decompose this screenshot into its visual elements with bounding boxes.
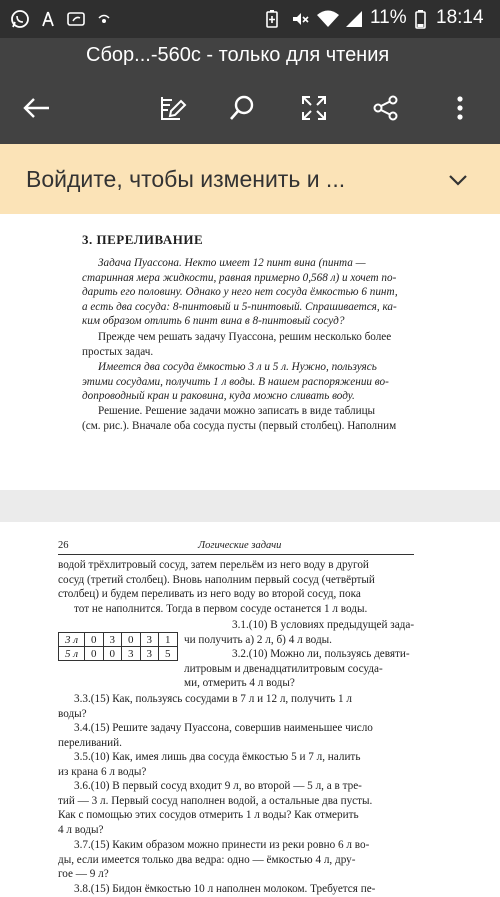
- text-line: гое — 9 л?: [58, 868, 109, 880]
- text-line: ды, если имеется только два ведра: одно — ёмкостью 4 л, дру-: [58, 853, 356, 866]
- text-line: переливаний.: [58, 736, 122, 749]
- whatsapp-icon: [10, 9, 30, 29]
- text-line: 3.5.(10) Как, имея лишь два сосуда ёмкостью 5 и 7 л, налить: [74, 751, 361, 763]
- table-cell: 3: [122, 647, 141, 661]
- page-header: [58, 540, 414, 555]
- table-cell: 3: [140, 633, 159, 647]
- section-heading: 3. ПЕРЕЛИВАНИЕ: [82, 232, 204, 247]
- table-row: [59, 647, 178, 661]
- text-line: литровым и двенадцатилитровым сосуда-: [184, 662, 383, 675]
- table-cell: 3: [140, 647, 159, 661]
- status-bar: [0, 0, 500, 38]
- page-separator: [0, 490, 500, 522]
- edit-button[interactable]: [154, 90, 190, 126]
- battery-saver-icon: [262, 9, 282, 29]
- search-button[interactable]: [224, 90, 260, 126]
- cellular-signal-icon: [344, 9, 364, 29]
- table-cell: 0: [103, 647, 122, 661]
- share-icon: [372, 94, 400, 122]
- document-page-1: [0, 214, 500, 490]
- table-cell: 5: [159, 647, 178, 661]
- text-line: 4 л воды?: [58, 823, 104, 836]
- text-line: 3.3.(15) Как, пользуясь сосудами в 7 л и 12 л, получить 1 л: [74, 693, 352, 705]
- text-line: 3.4.(15) Решите задачу Пуассона, совершив наименьшее число: [74, 722, 373, 734]
- wifi-icon: [316, 9, 340, 29]
- text-line: 3.7.(15) Каким образом можно принести из реки ровно 6 л во-: [74, 839, 370, 851]
- text-line: водой трёхлитровый сосуд, затем перельём из него воду в другой: [58, 559, 369, 571]
- text-line: ким образом отлить 6 пинт вина в 8-пинтовый сосуд?: [82, 315, 345, 327]
- mute-icon: [290, 9, 310, 29]
- fullscreen-button[interactable]: [296, 90, 332, 126]
- back-arrow-icon: [21, 96, 51, 120]
- text-line: (см. рис.). Вначале оба сосуда пусты (первый столбец). Наполним: [82, 419, 397, 432]
- text-line: простых задач.: [82, 345, 154, 358]
- table-cell: 0: [122, 633, 141, 647]
- fullscreen-icon: [300, 94, 328, 122]
- text-line: 3.8.(15) Бидон ёмкостью 10 л наполнен молоком. Требуется пе-: [74, 883, 376, 895]
- text-line: Имеется два сосуда ёмкостью 3 л и 5 л. Нужно, пользуясь: [98, 361, 377, 373]
- text-line: 3.2.(10) Можно ли, пользуясь девяти-: [232, 648, 410, 660]
- chevron-down-icon[interactable]: [444, 168, 472, 192]
- screen-mirror-icon: [66, 9, 86, 29]
- sign-in-banner-text: Войдите, чтобы изменить и ...: [26, 166, 346, 192]
- more-options-button[interactable]: [442, 90, 478, 126]
- text-line: ми, отмерить 4 л воды?: [184, 677, 295, 689]
- signal-cast-icon: [94, 9, 114, 29]
- table-row: [59, 633, 178, 647]
- android-debug-icon: [38, 9, 58, 29]
- battery-percent: 11%: [370, 7, 407, 28]
- text-line: 3.1.(10) В условиях предыдущей зада-: [232, 619, 415, 631]
- clock: 18:14: [436, 7, 484, 28]
- edit-icon: [158, 94, 186, 122]
- table-cell: 0: [85, 633, 104, 647]
- text-line: воды?: [58, 707, 87, 720]
- text-line: а есть два сосуда: 8-пинтовый и 5-пинтовый. Спрашивается, ка-: [82, 300, 397, 313]
- text-line: Прежде чем решать задачу Пуассона, решим несколько более: [98, 331, 392, 343]
- text-line: старинная мера жидкости, равная примерно 0,568 л) и хочет по-: [82, 271, 397, 284]
- text-line: столбец) и будем переливать из него воду во второй сосуд, пока: [58, 588, 361, 600]
- text-line: сосуд (третий столбец). Вновь наполним первый сосуд (четвёртый: [58, 573, 375, 586]
- search-icon: [228, 94, 256, 122]
- table-cell: 3: [103, 633, 122, 647]
- app-toolbar: [0, 38, 500, 144]
- table-cell: 5 л: [59, 647, 85, 661]
- text-line: дарить его половину. Однако у него нет сосуда ёмкостью 6 пинт,: [82, 286, 398, 298]
- share-button[interactable]: [368, 90, 404, 126]
- text-line: допроводный кран и раковина, куда можно сливать воду.: [82, 390, 355, 402]
- table-cell: 0: [85, 647, 104, 661]
- text-line: 3.6.(10) В первый сосуд входит 9 л, во второй — 5 л, а в тре-: [74, 780, 362, 792]
- text-line: Как с помощью этих сосудов отмерить 1 л воды? Как отмерить: [58, 809, 359, 821]
- table-cell: 3 л: [59, 633, 85, 647]
- table-cell: 1: [159, 633, 178, 647]
- document-page-2: [0, 522, 500, 895]
- text-line: Задача Пуассона. Некто имеет 12 пинт вина (пинта —: [98, 257, 366, 269]
- back-button[interactable]: [18, 90, 54, 126]
- document-title: Сбор...-560с - только для чтения: [86, 44, 390, 66]
- text-line: из крана 6 л воды?: [58, 765, 147, 778]
- text-line: тий — 3 л. Первый сосуд наполнен водой, а остальные два пусты.: [58, 794, 373, 807]
- text-line: тот не наполнится. Тогда в первом сосуде останется 1 л воды.: [74, 602, 368, 615]
- text-line: Решение. Решение задачи можно записать в виде таблицы: [98, 405, 376, 417]
- text-line: чи получить а) 2 л, б) 4 л воды.: [184, 633, 332, 646]
- sign-in-banner[interactable]: [0, 144, 500, 214]
- battery-icon: [410, 9, 430, 29]
- pouring-table: [58, 632, 178, 661]
- running-head: Логические задачи: [198, 540, 282, 551]
- more-vert-icon: [454, 94, 466, 122]
- page-number: 26: [58, 540, 69, 551]
- text-line: этими сосудами, получить 1 л воды. В нашем распоряжении во-: [82, 375, 389, 388]
